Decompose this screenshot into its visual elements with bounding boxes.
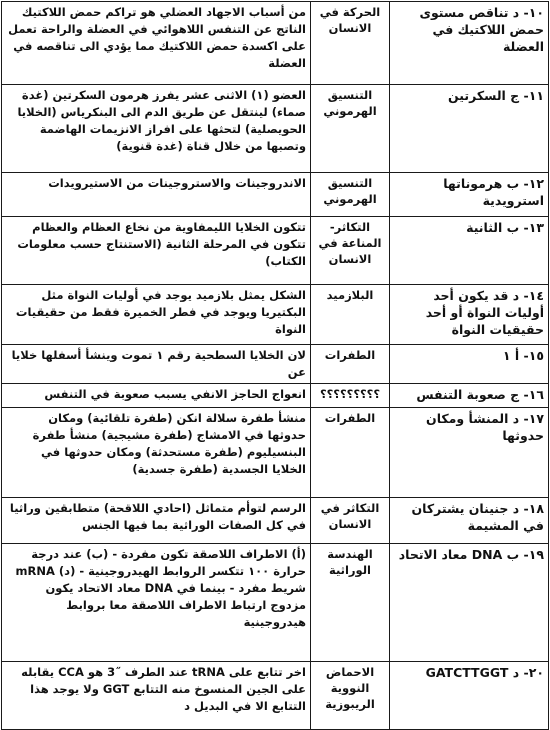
question-answer-cell: ١٢- ب هرموناتها استرويدية [390, 173, 549, 217]
question-answer-cell: ١٠- د تناقص مستوى حمض اللاكتيك في العضلة [390, 2, 549, 85]
answers-table [1, 1, 549, 730]
explanation-cell: من أسباب الاجهاد العضلي هو تراكم حمض اللاكتيك الناتج عن التنفس اللاهوائي في العضلة والراحة تعمل على اكسدة حمض اللاكتيك مما يؤدي الى تناقصه في العضلة [2, 2, 311, 85]
topic-cell: الاحماض النووية الريبوزية [311, 662, 390, 730]
question-answer-cell: ١١- ج السكرتين [390, 85, 549, 173]
explanation-cell: لان الخلايا السطحية رقم ١ تموت وينشأ أسفلها خلايا عن [2, 345, 311, 384]
question-answer-cell: ١٤- د قد يكون أحد أوليات النواة أو أحد حقيقيات النواة [390, 285, 549, 345]
question-answer-cell: ١٧- د المنشأ ومكان حدوثها [390, 408, 549, 498]
explanation-cell: الشكل يمثل بلازميد يوجد في أوليات النواة مثل البكتيريا ويوجد في فطر الخميرة فقط من حقيقيات النواة [2, 285, 311, 345]
table-row [2, 544, 549, 662]
topic-cell: الحركة في الانسان [311, 2, 390, 85]
topic-cell: التنسيق الهرموني [311, 85, 390, 173]
explanation-cell: منشأ طفرة سلالة انكن (طفرة تلقائية) ومكان حدوثها في الامشاج (طفرة مشيجية) منشأ طفرة البنسيليوم (طفرة مستحدثة) ومكان حدوثها في الخلايا الجسدية (طفرة جسدية) [2, 408, 311, 498]
topic-cell: التكاثر- المناعة في الانسان [311, 217, 390, 285]
topic-cell: التكاثر في الانسان [311, 498, 390, 544]
topic-cell: التنسيق الهرموني [311, 173, 390, 217]
table-row [2, 285, 549, 345]
explanation-cell: العضو (١) الاثنى عشر يفرز هرمون السكرتين (غدة صماء) لينتقل عن طريق الدم الى البنكرياس (الخلايا الحويصلية) لتحثها على افراز الانزيمات الهاضمة وتصبها من خلال قناة (غدة قنوية) [2, 85, 311, 173]
answer-sheet [0, 1, 550, 722]
question-answer-cell: ١٩- ب DNA معاد الاتحاد [390, 544, 549, 662]
topic-cell: الهندسة الوراثية [311, 544, 390, 662]
table-row [2, 85, 549, 173]
table-row [2, 173, 549, 217]
explanation-cell: اخر تتابع على tRNA عند الطرف ˝3 هو CCA يقابله على الجين المنسوخ منه التتابع GGT ولا يوجد هذا التتابع الا في البديل د [2, 662, 311, 730]
question-answer-cell: ١٥- أ ١ [390, 345, 549, 384]
table-row [2, 345, 549, 384]
topic-cell: ؟؟؟؟؟؟؟؟؟ [311, 384, 390, 408]
table-row [2, 384, 549, 408]
question-answer-cell: ١٨- د جنينان يشتركان في المشيمة [390, 498, 549, 544]
topic-cell: الطفرات [311, 408, 390, 498]
table-row [2, 662, 549, 730]
topic-cell: الطفرات [311, 345, 390, 384]
explanation-cell: الرسم لتوأم متماثل (احادي اللاقحة) متطابقين وراثيا في كل الصفات الوراثية بما فيها الجنس [2, 498, 311, 544]
topic-cell: البلازميد [311, 285, 390, 345]
table-row [2, 498, 549, 544]
table-row [2, 408, 549, 498]
question-answer-cell: ١٦- ج صعوبة التنفس [390, 384, 549, 408]
table-row [2, 2, 549, 85]
explanation-cell: انعواج الحاجز الانفي يسبب صعوبة في التنفس [2, 384, 311, 408]
question-answer-cell: ٢٠- د GATCTTGGT [390, 662, 549, 730]
explanation-cell: تتكون الخلايا الليمفاوية من نخاع العظام والعظام تتكون في المرحلة الثانية (الاستنتاج حسب معلومات الكتاب) [2, 217, 311, 285]
explanation-cell: الاندروجينات والاستروجينات من الاستيرويدات [2, 173, 311, 217]
explanation-cell: (أ) الاطراف اللاصقة تكون مفردة - (ب) عند درجة حرارة ١٠٠ تتكسر الروابط الهيدروجينية - (د) mRNA شريط مفرد - بينما في DNA معاد الاتحاد يكون مزدوج ارتباط الاطراف اللاصقة معا بروابط هيدروجينية [2, 544, 311, 662]
table-row [2, 217, 549, 285]
question-answer-cell: ١٣- ب الثانية [390, 217, 549, 285]
